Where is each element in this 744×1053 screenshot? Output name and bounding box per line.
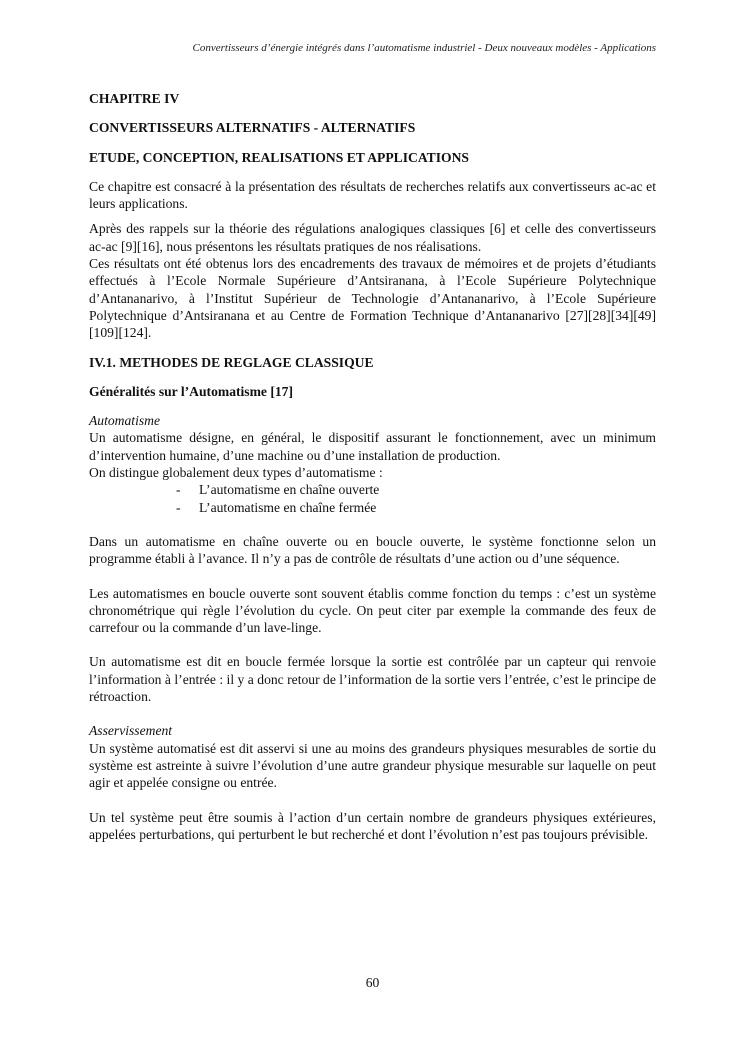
chapter-title: CONVERTISSEURS ALTERNATIFS - ALTERNATIFS <box>89 120 416 136</box>
page-content <box>89 90 656 843</box>
section-title: IV.1. METHODES DE REGLAGE CLASSIQUE <box>89 354 374 370</box>
time-function-paragraph: Les automatismes en boucle ouverte sont souvent établis comme fonction du temps : c’est un système chronométrique qui règle l’évolution du cycle. On peut citer par exemple la commande des feux de carrefour ou la commande d’un lave-linge. <box>89 585 656 636</box>
chapter-label: CHAPITRE IV <box>89 91 180 106</box>
intro-paragraph-2: Après des rappels sur la théorie des régulations analogiques classiques [6] et celle des convertisseurs ac-ac [9][16], nous présentons les résultats pratiques de nos réalisations. <box>89 221 656 254</box>
intro-paragraph-3: Ces résultats ont été obtenus lors des encadrements des travaux de mémoires et de projets d’étudiants effectués à l’Ecole Normale Supérieure d’Antsiranana, à l’Ecole Supérieure Polytechnique d’Antananarivo, à l’Institut Supérieur de Technologie d’Antananarivo, à l’Ecole Supérieure Polytechnique d’Antsiranana et au Centre de Formation Technique d’Antananarivo [27][28][34][49][109][124]. <box>89 256 656 341</box>
asservissement-definition: Un système automatisé est dit asservi si une au moins des grandeurs physiques mesurables de sortie du système est astreinte à suivre l’évolution d’une autre grandeur physique mesurable sur laquelle on peut agir et appelée consigne ou entrée. <box>89 740 656 791</box>
running-header: Convertisseurs d’énergie intégrés dans l’automatisme industriel - Deux nouveaux modèles - Applications <box>192 42 656 54</box>
intro-paragraph-1: Ce chapitre est consacré à la présentation des résultats de recherches relatifs aux convertisseurs ac-ac et leurs applications. <box>89 178 656 212</box>
open-loop-paragraph: Dans un automatisme en chaîne ouverte ou en boucle ouverte, le système fonctionne selon un programme établi à l’avance. Il n’y a pas de contrôle de résultats d’une action ou d’une séquence. <box>89 533 656 567</box>
list-item: - L’automatisme en chaîne ouverte <box>176 482 380 498</box>
automatisme-definition: Un automatisme désigne, en général, le dispositif assurant le fonctionnement, avec un minimum d’intervention humaine, d’une machine ou d’une installation de production. <box>89 430 656 463</box>
list-item: - L’automatisme en chaîne fermée <box>176 499 377 515</box>
perturbations-paragraph: Un tel système peut être soumis à l’action d’un certain nombre de grandeurs physiques extérieures, appelées perturbations, qui perturbent le but recherché et dont l’évolution n’est pas toujours prévisible. <box>89 809 656 842</box>
page-number: 60 <box>365 975 380 990</box>
automatisme-types-intro: On distingue globalement deux types d’automatisme : <box>89 465 383 481</box>
closed-loop-paragraph: Un automatisme est dit en boucle fermée lorsque la sortie est contrôlée par un capteur qui renvoie l’information à l’entrée : il y a donc retour de l’information de la sortie vers l’entrée, c’est le principe de rétroaction. <box>89 654 656 705</box>
asservissement-heading: Asservissement <box>89 723 173 739</box>
section-subtitle: Généralités sur l’Automatisme [17] <box>89 383 293 399</box>
chapter-subtitle: ETUDE, CONCEPTION, REALISATIONS ET APPLICATIONS <box>89 149 469 165</box>
automatisme-types-list <box>89 481 656 516</box>
automatisme-heading: Automatisme <box>89 413 160 429</box>
